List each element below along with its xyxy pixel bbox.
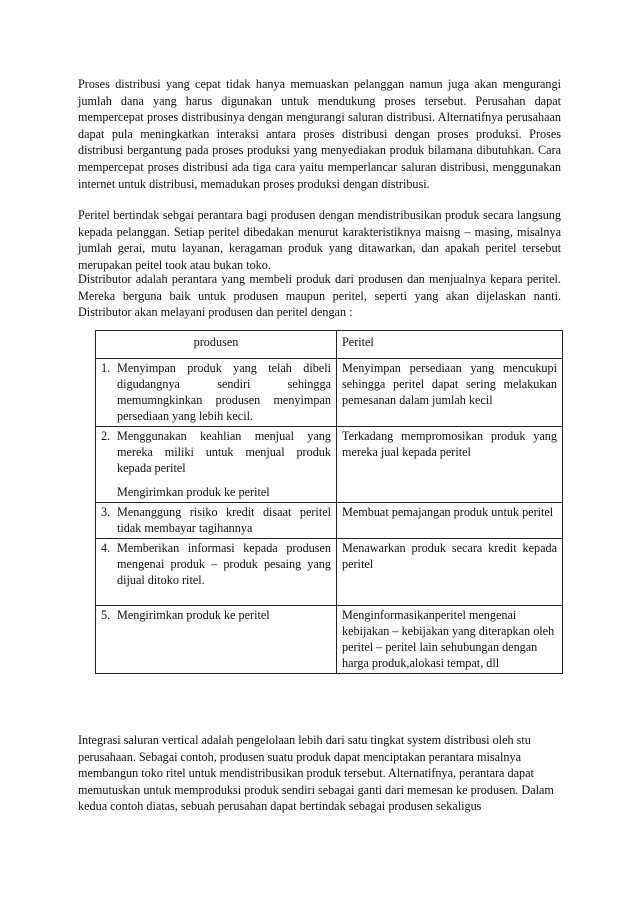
distributor-service-table bbox=[95, 330, 563, 674]
item-number: 2. bbox=[101, 429, 111, 443]
table-row bbox=[96, 427, 563, 503]
paragraph-distributor: Distributor adalah perantara yang membeli produk dari produsen dan menjualnya kepara peritel. Mereka berguna baik untuk produsen maupun peritel, seperti yang akan dijelaskan nanti. Distributor akan melayani produsen dan peritel dengan : bbox=[78, 272, 561, 320]
peritel-cell bbox=[337, 606, 563, 674]
table-row bbox=[96, 503, 563, 539]
paragraph-integrasi-vertikal: Integrasi saluran vertical adalah pengelolaan lebih dari satu tingkat system distribusi oleh stu perusahaan. Sebagai contoh, produsen suatu produk dapat menciptakan perantara misalnya membangun toko ritel untuk mendistribusikan produk tersebut. Alternatifnya, perantara dapat memutuskan untuk memproduksi produk sendiri sebagai ganti dari memesan ke produsen. Dalam kedua contoh diatas, sebuah perusahan dapat bertindak sebagai produsen sekaligus bbox=[78, 733, 554, 814]
produsen-cell bbox=[96, 503, 337, 539]
peritel-cell bbox=[337, 539, 563, 606]
item-number: 5. bbox=[101, 608, 111, 622]
produsen-cell bbox=[96, 359, 337, 427]
table-row bbox=[96, 359, 563, 427]
table-row bbox=[96, 606, 563, 674]
peritel-cell bbox=[337, 359, 563, 427]
item-number: 4. bbox=[101, 541, 111, 555]
produsen-cell bbox=[96, 427, 337, 503]
header-peritel: Peritel bbox=[337, 331, 563, 359]
peritel-text: Membuat pemajangan produk untuk peritel bbox=[342, 505, 554, 519]
produsen-text: Menyimpan produk yang telah dibeli digudangnya sendiri sehingga memumngkinkan produsen menyimpan persediaan yang lebih kecil. bbox=[117, 361, 331, 423]
produsen-text: Menggunakan keahlian menjual yang mereka miliki untuk menjual produk kepada peritel bbox=[117, 429, 331, 475]
produsen-text: Menanggung risiko kredit disaat peritel tidak membayar tagihannya bbox=[117, 505, 331, 535]
produsen-cell bbox=[96, 539, 337, 606]
peritel-cell bbox=[337, 427, 563, 503]
header-produsen: produsen bbox=[96, 331, 337, 359]
produsen-text: Memberikan informasi kepada produsen mengenai produk – produk pesaing yang dijual ditoko ritel. bbox=[117, 541, 331, 587]
produsen-cell bbox=[96, 606, 337, 674]
table-header-row bbox=[96, 331, 563, 359]
item-number: 3. bbox=[101, 505, 111, 519]
peritel-text: Menyimpan persediaan yang mencukupi sehingga peritel dapat sering melakukan pemesanan dalam jumlah kecil bbox=[342, 361, 557, 407]
peritel-cell bbox=[337, 503, 563, 539]
produsen-text: Mengirimkan produk ke peritel bbox=[117, 608, 270, 622]
paragraph-proses-distribusi: Proses distribusi yang cepat tidak hanya memuaskan pelanggan namun juga akan mengurangi jumlah dana yang harus digunakan untuk mendukung proses tersebut. Perusahan dapat mempercepat proses distribusinya dengan mengurangi saluran distribusi. Alternatifnya perusahaan dapat pula meningkatkan interaksi antara proses distribusi dengan proses produksi. Proses distribusi bergantung pada proses produksi yang menyediakan produk bilamana dibutuhkan. Cara mempercepat proses distribusi ada tiga cara yaitu memperlancar saluran distribusi, menggunakan internet untuk distribusi, memadukan proses produksi dengan distribusi. bbox=[78, 77, 561, 191]
table-row bbox=[96, 539, 563, 606]
paragraph-peritel: Peritel bertindak sebgai perantara bagi produsen dengan mendistribusikan produk secara langsung kepada pelanggan. Setiap peritel dibedakan menurut karakteristiknya maisng – masing, misalnya jumlah gerai, mutu layanan, keragaman produk yang ditawarkan, dan apakah peritel tersebut merupakan peitel took atau bukan toko. bbox=[78, 208, 561, 272]
peritel-text: Terkadang mempromosikan produk yang mereka jual kepada peritel bbox=[342, 429, 557, 459]
peritel-text: Menawarkan produk secara kredit kepada peritel bbox=[342, 541, 557, 571]
produsen-extra-text: Mengirimkan produk ke peritel bbox=[117, 485, 270, 499]
item-number: 1. bbox=[101, 361, 111, 375]
peritel-text: Menginformasikanperitel mengenai kebijakan – kebijakan yang diterapkan oleh peritel – peritel lain sehubungan dengan harga produk,alokasi tempat, dll bbox=[342, 608, 555, 670]
